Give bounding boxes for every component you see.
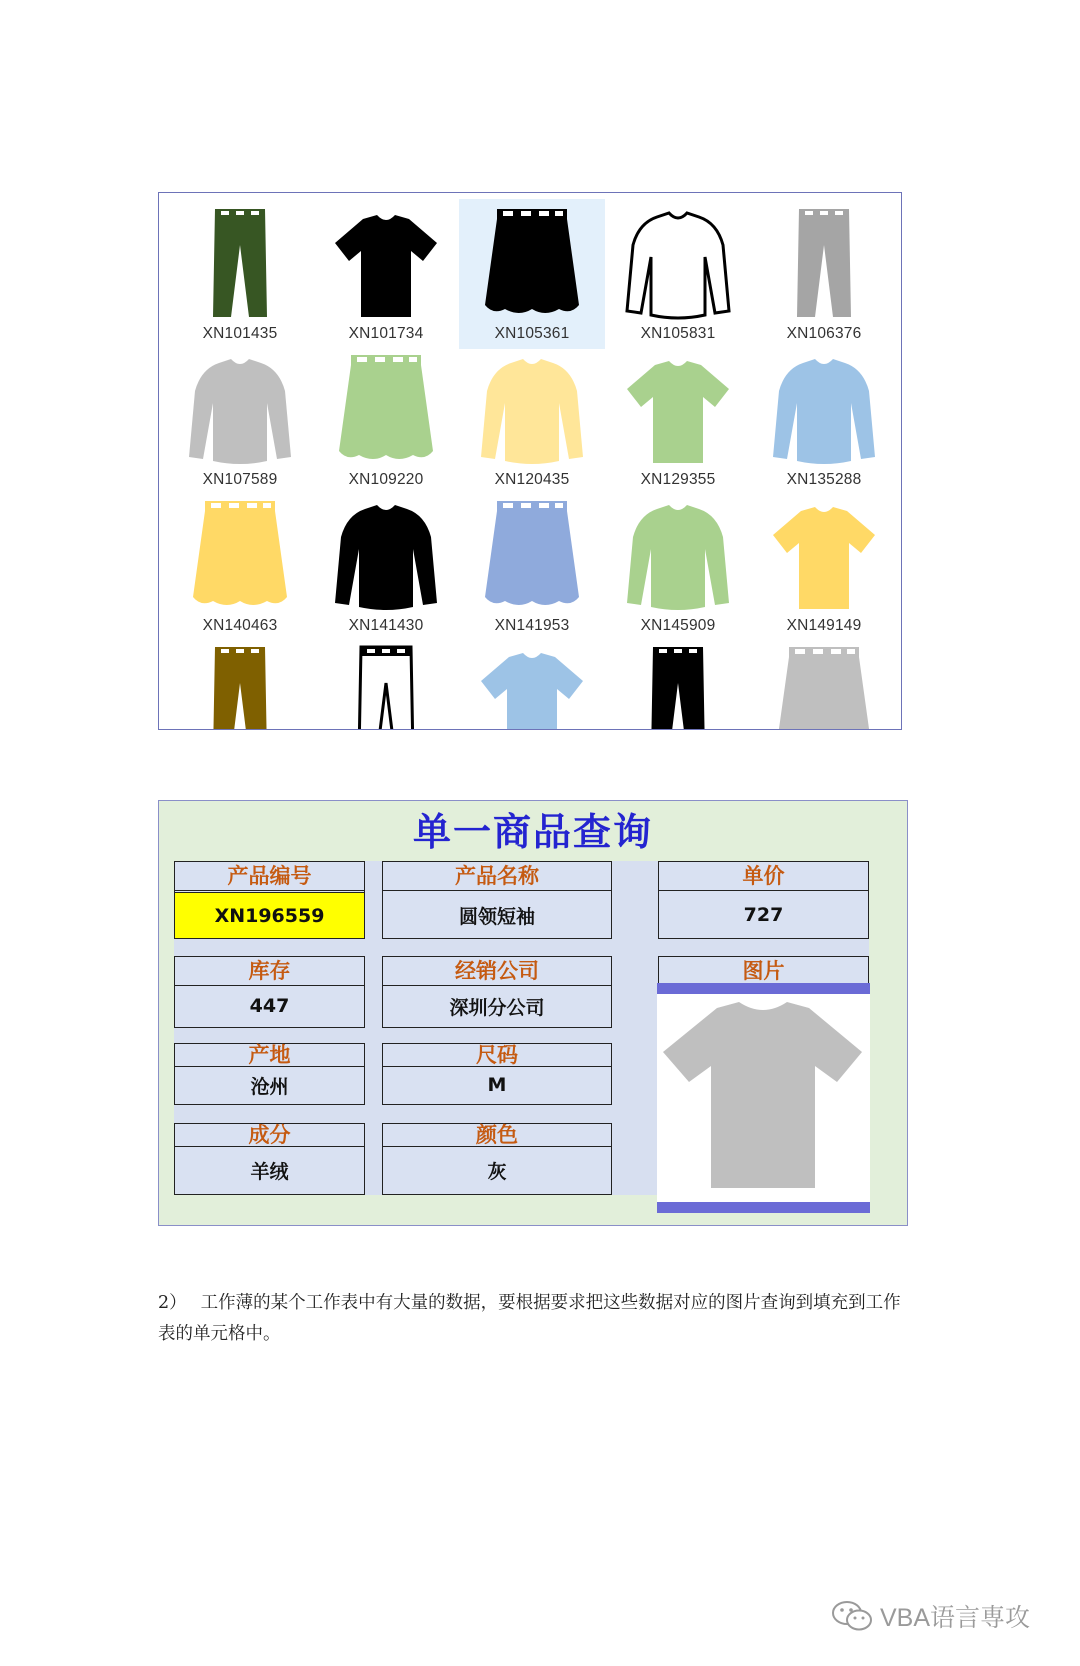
stock-cell (174, 956, 365, 1028)
tshirt-icon (479, 643, 585, 730)
dealer-value: 深圳分公司 (449, 996, 545, 1019)
origin-cell (174, 1043, 365, 1105)
item-number: 2） (158, 1293, 187, 1313)
product-code-input[interactable]: XN196559 (175, 892, 364, 938)
gallery-item[interactable] (313, 491, 459, 641)
stock-value: 447 (249, 995, 290, 1017)
size-label: 尺码 (383, 1044, 611, 1067)
skirt-icon (771, 643, 877, 730)
longsleeve-icon (625, 205, 731, 321)
product-name-cell (382, 861, 612, 939)
price-label: 单价 (659, 862, 868, 891)
product-code-label: XN149149 (786, 617, 862, 634)
color-cell (382, 1123, 612, 1195)
product-code-cell (174, 861, 365, 939)
pants-icon (771, 205, 877, 321)
color-value: 灰 (487, 1160, 507, 1183)
pants-icon (187, 643, 293, 730)
longsleeve-icon (771, 351, 877, 467)
price-cell (658, 861, 869, 939)
product-code-label: XN140463 (202, 617, 278, 634)
size-value: M (487, 1074, 507, 1096)
origin-label: 产地 (175, 1044, 364, 1067)
gallery-item[interactable] (751, 637, 897, 730)
gallery-item[interactable] (459, 637, 605, 730)
gallery-item[interactable] (167, 637, 313, 730)
product-code-label: XN141953 (494, 617, 570, 634)
material-label: 成分 (175, 1124, 364, 1147)
picture-cell (658, 956, 869, 1195)
longsleeve-icon (479, 351, 585, 467)
longsleeve-icon (187, 351, 293, 467)
product-query-panel (158, 800, 908, 1226)
gallery-item[interactable] (313, 345, 459, 495)
stock-label: 库存 (175, 957, 364, 986)
product-code-label: XN145909 (640, 617, 716, 634)
skirt-icon (187, 497, 293, 613)
gallery-item[interactable] (751, 345, 897, 495)
product-code-label: XN105831 (640, 325, 716, 342)
gallery-item[interactable] (751, 491, 897, 641)
pants-icon (333, 643, 439, 730)
product-picture (657, 983, 870, 1213)
wechat-icon (830, 1599, 874, 1633)
product-code-label: XN101734 (348, 325, 424, 342)
product-code-label: XN120435 (494, 471, 570, 488)
skirt-icon (479, 497, 585, 613)
skirt-icon (479, 205, 585, 321)
gallery-item[interactable] (313, 199, 459, 349)
material-cell (174, 1123, 365, 1195)
gallery-item[interactable] (313, 637, 459, 730)
gallery-item[interactable] (751, 199, 897, 349)
gallery-item[interactable] (167, 491, 313, 641)
gallery-item[interactable] (605, 345, 751, 495)
product-name-value: 圆领短袖 (458, 905, 535, 928)
gallery-item[interactable] (167, 345, 313, 495)
color-label: 颜色 (383, 1124, 611, 1147)
skirt-icon (333, 351, 439, 467)
gallery-item[interactable] (459, 199, 605, 349)
pants-icon (625, 643, 731, 730)
picture-label: 图片 (742, 959, 785, 983)
tshirt-icon (771, 497, 877, 613)
product-name-label: 产品名称 (383, 862, 611, 891)
gallery-item[interactable] (605, 491, 751, 641)
longsleeve-icon (625, 497, 731, 613)
tshirt-icon (625, 351, 731, 467)
material-value: 羊绒 (250, 1160, 289, 1183)
product-code-label: XN129355 (640, 471, 716, 488)
pants-icon (187, 205, 293, 321)
product-code-label: XN109220 (348, 471, 424, 488)
size-cell (382, 1043, 612, 1105)
product-code-label: XN106376 (786, 325, 862, 342)
watermark (830, 1598, 1030, 1634)
product-image-gallery (158, 192, 902, 730)
longsleeve-icon (333, 497, 439, 613)
gallery-item[interactable] (605, 637, 751, 730)
dealer-cell (382, 956, 612, 1028)
product-code-label: XN101435 (202, 325, 278, 342)
gallery-item[interactable] (605, 199, 751, 349)
watermark-label: VBA语言専攻 (880, 1604, 1031, 1632)
gallery-item[interactable] (167, 199, 313, 349)
description-text: 工作薄的某个工作表中有大量的数据，要根据要求把这些数据对应的图片查询到填充到工作表的单元格中。 (158, 1293, 901, 1344)
product-code-label: 产品编号 (175, 862, 364, 891)
tshirt-icon (333, 205, 439, 321)
product-code-label: XN107589 (202, 471, 278, 488)
dealer-label: 经销公司 (383, 957, 611, 986)
product-code-label: XN105361 (494, 325, 570, 342)
description-paragraph (158, 1288, 918, 1350)
query-form (174, 861, 869, 1195)
product-code-label: XN141430 (348, 617, 424, 634)
product-code-label: XN135288 (786, 471, 862, 488)
gallery-item[interactable] (459, 491, 605, 641)
gallery-item[interactable] (459, 345, 605, 495)
price-value: 727 (743, 904, 784, 926)
origin-value: 沧州 (250, 1075, 289, 1098)
query-title: 单一商品查询 (412, 810, 653, 854)
tshirt-icon (657, 1000, 870, 1190)
